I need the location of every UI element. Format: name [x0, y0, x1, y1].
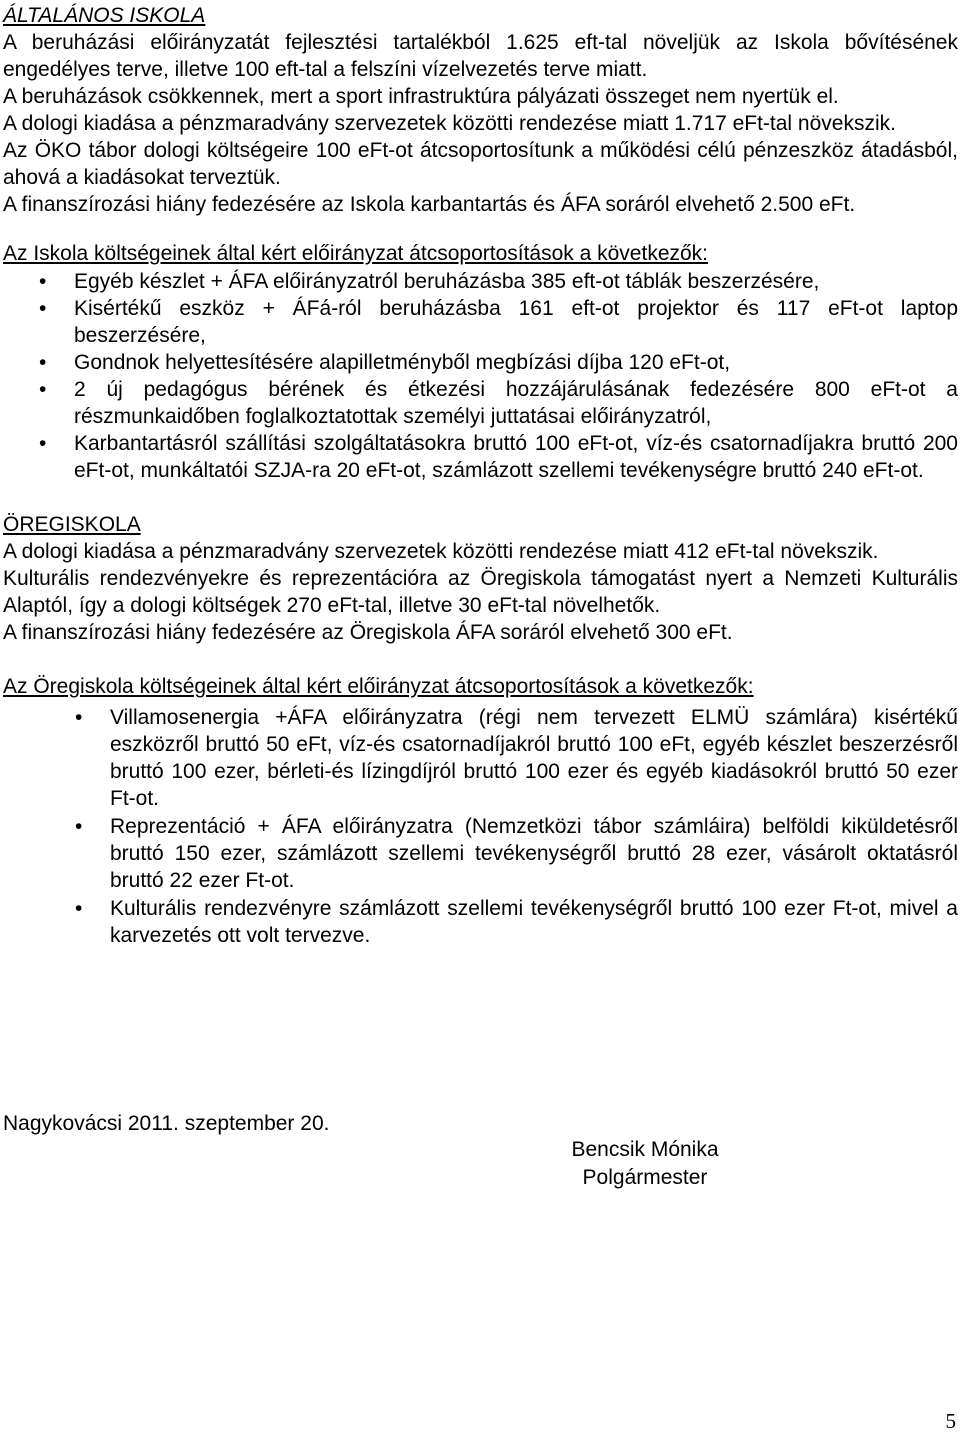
paragraph: A finanszírozási hiány fedezésére az Öregiskola ÁFA soráról elvehető 300 eFt.: [3, 621, 733, 644]
section-title-oregiskola: ÖREGISKOLA: [3, 513, 141, 536]
paragraph: A beruházások csökkennek, mert a sport infrastruktúra pályázati összeget nem nyertük el.: [3, 85, 839, 108]
list-item: • Gondnok helyettesítésére alapilletményből megbízási díjba 120 eFt-ot,: [3, 349, 958, 376]
signer-title: Polgármester: [582, 1166, 708, 1189]
section-title-altalanos-iskola: ÁLTALÁNOS ISKOLA: [3, 4, 206, 27]
list-item: • Villamosenergia +ÁFA előirányzatra (régi nem tervezett ELMÜ számlára) kisértékű eszközről bruttó 50 eFt, víz-és csatornadíjakról bruttó 100 eFt, egyéb készlet beszerzésről bruttó 100 ezer, bérleti-és lízingdíjról bruttó 100 ezer és egyéb kiadásokról bruttó 50 ezer Ft-ot.: [3, 704, 958, 812]
subheading-oregiskola-regroupings: Az Öregiskola költségeinek által kért előirányzat átcsoportosítások a következők:: [3, 675, 754, 698]
list-item: • Kisértékű eszköz + ÁFá-ról beruházásba 161 eft-ot projektor és 117 eFt-ot laptop beszerzésére,: [3, 295, 958, 349]
list-item: • Karbantartásról szállítási szolgáltatásokra bruttó 100 eFt-ot, víz-és csatornadíjakra bruttó 200 eFt-ot, munkáltatói SZJA-ra 20 eFt-ot, számlázott szellemi tevékenységre bruttó 240 eFt-ot.: [3, 430, 958, 484]
subheading-iskola-regroupings: Az Iskola költségeinek által kért előirányzat átcsoportosítások a következők:: [3, 242, 709, 265]
bullet-list: [3, 268, 958, 484]
paragraph: A dologi kiadása a pénzmaradvány szervezetek közötti rendezése miatt 412 eFt-tal növekszik.: [3, 540, 879, 563]
document-page: [3, 2, 958, 949]
list-item: • Kulturális rendezvényre számlázott szellemi tevékenységről bruttó 100 ezer Ft-ot, mivel a karvezetés ott volt tervezve.: [3, 895, 958, 949]
list-item: • Egyéb készlet + ÁFA előirányzatról beruházásba 385 eft-ot táblák beszerzésére,: [3, 268, 958, 295]
bullet-list: [3, 704, 958, 949]
paragraph: Az ÖKO tábor dologi költségeire 100 eFt-ot átcsoportosítunk a működési célú pénzeszköz átadásból, ahová a kiadásokat terveztük.: [3, 139, 958, 189]
list-item: • 2 új pedagógus bérének és étkezési hozzájárulásának fedezésére 800 eFt-ot a részmunkaidőben foglalkoztatottak személyi juttatásai előirányzatról,: [3, 376, 958, 430]
list-item: • Reprezentáció + ÁFA előirányzatra (Nemzetközi tábor számláira) belföldi kiküldetésről bruttó 150 ezer, számlázott szellemi tevékenységről bruttó 28 ezer, vásárolt oktatásról bruttó 22 ezer Ft-ot.: [3, 813, 958, 894]
signature-block: [525, 1136, 765, 1192]
paragraph: A dologi kiadása a pénzmaradvány szervezetek közötti rendezése miatt 1.717 eFt-tal növekszik.: [3, 112, 896, 135]
signer-name: Bencsik Mónika: [571, 1138, 719, 1161]
paragraph: A beruházási előirányzatát fejlesztési tartalékból 1.625 eft-tal növeljük az Iskola bővítésének engedélyes terve, illetve 100 eft-tal a felszíni vízelvezetés terve miatt.: [3, 31, 958, 81]
page-number: 5: [945, 1409, 956, 1433]
paragraph: Kulturális rendezvényekre és reprezentációra az Öregiskola támogatást nyert a Nemzeti Kulturális Alaptól, így a dologi költségek 270 eFt-tal, illetve 30 eFt-tal növelhetők.: [3, 567, 958, 617]
place-and-date: Nagykovácsi 2011. szeptember 20.: [3, 1112, 330, 1135]
paragraph: A finanszírozási hiány fedezésére az Iskola karbantartás és ÁFA soráról elvehető 2.500 eFt.: [3, 193, 856, 216]
